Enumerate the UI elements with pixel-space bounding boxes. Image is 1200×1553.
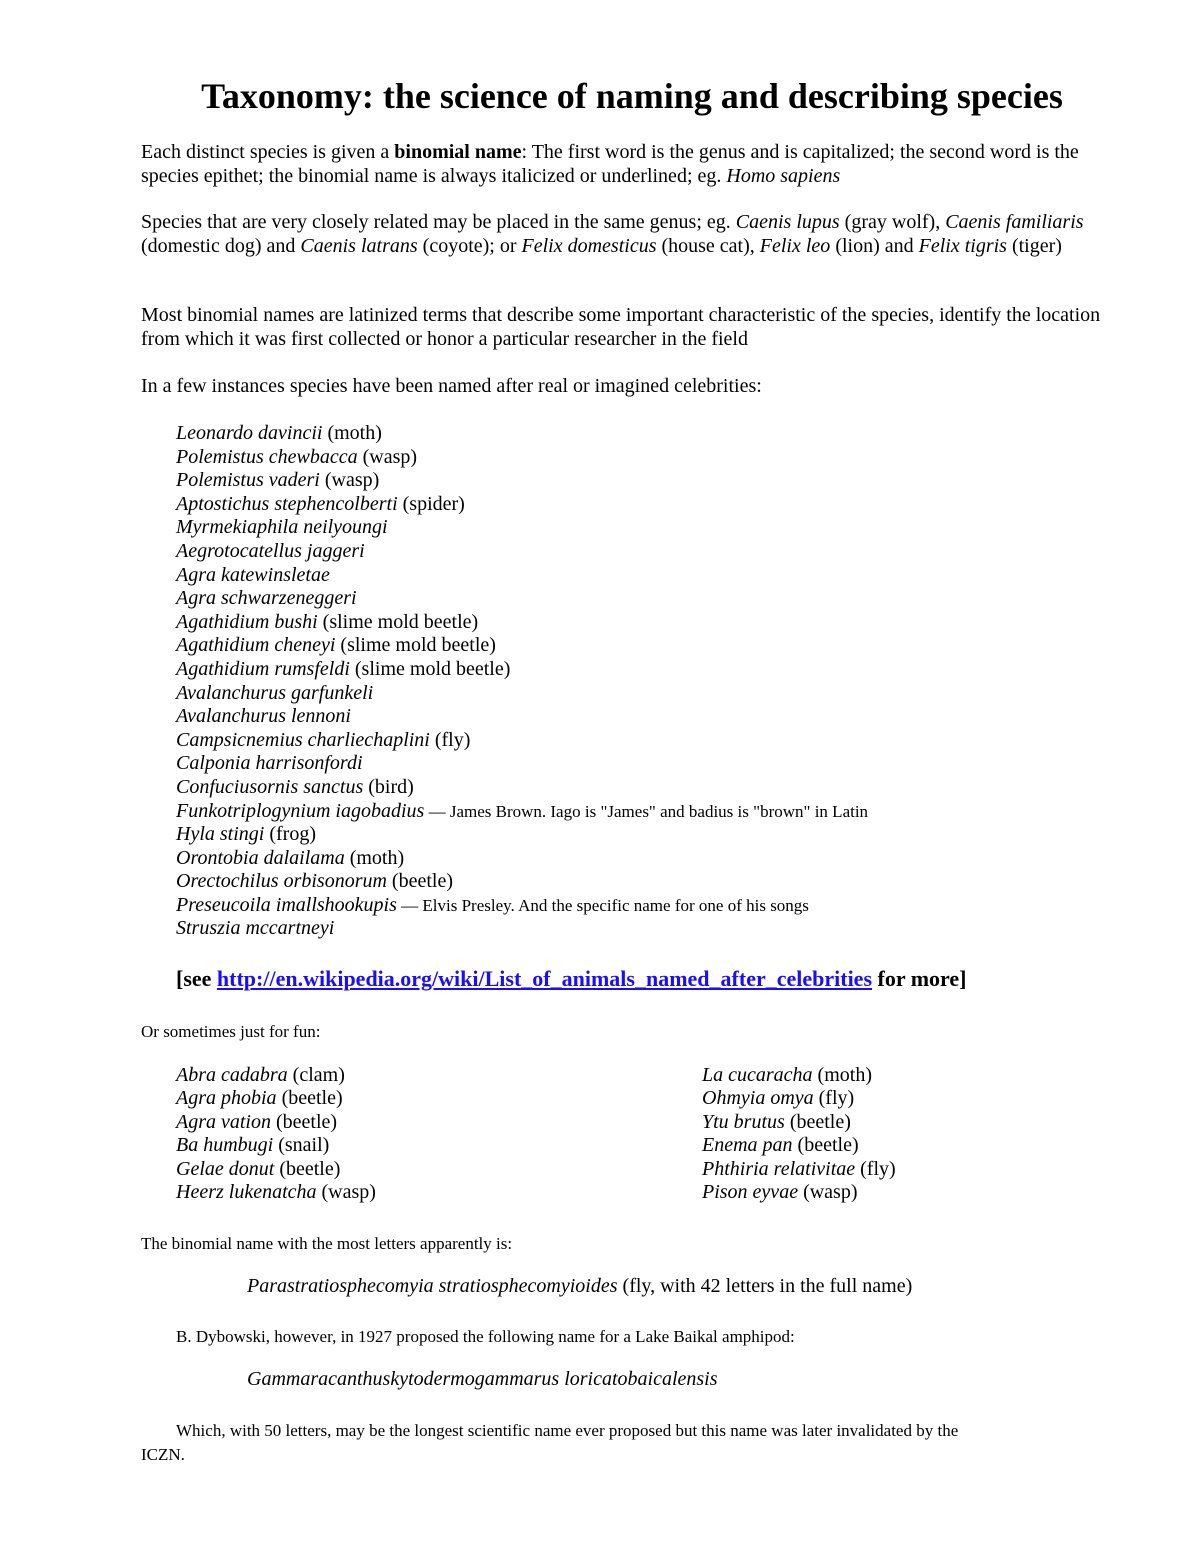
p1-text-b: : The first word is the genus and is capitalized; the second word is the species epithet; the binomial name is always italicized or underlined; eg. bbox=[141, 141, 1079, 187]
species-name: Campsicnemius charliechaplini bbox=[176, 728, 430, 751]
species-name: Leonardo davincii bbox=[176, 422, 323, 444]
species-name: Calponia harrisonfordi bbox=[176, 752, 363, 775]
species-note: (wasp) bbox=[316, 1180, 376, 1203]
p2-text: Species that are very closely related may be placed in the same genus; eg. bbox=[141, 211, 736, 233]
species-name: Polemistus chewbacca bbox=[176, 445, 358, 468]
celebrity-species-list bbox=[176, 422, 868, 941]
fun-species-right-column bbox=[702, 1064, 896, 1204]
species-name: Polemistus vaderi bbox=[176, 469, 320, 492]
dybowski-paragraph: B. Dybowski, however, in 1927 proposed the following name for a Lake Baikal amphipod: bbox=[176, 1327, 795, 1346]
species-note: (beetle) bbox=[271, 1110, 338, 1133]
example-name: Homo sapiens bbox=[726, 164, 841, 187]
see-close: for more] bbox=[872, 966, 967, 991]
species-name: Aegrotocatellus jaggeri bbox=[176, 539, 365, 562]
celebrities-intro: In a few instances species have been named after real or imagined celebrities: bbox=[141, 375, 762, 397]
species-name: Agra schwarzeneggeri bbox=[176, 587, 357, 610]
species-name: Avalanchurus garfunkeli bbox=[176, 681, 374, 704]
species-name: Caenis familiaris bbox=[945, 211, 1084, 233]
latinized-paragraph: Most binomial names are latinized terms that describe some important characteristic of the species, identify the location from which it was first collected or honor a particular researcher in the field bbox=[141, 304, 1101, 350]
species-name: La cucaracha bbox=[702, 1064, 813, 1086]
fun-intro: Or sometimes just for fun: bbox=[141, 1022, 321, 1041]
species-note: (slime mold beetle) bbox=[349, 657, 511, 680]
species-name: Agra katewinsletae bbox=[176, 563, 330, 586]
p2-text: (gray wolf), bbox=[839, 211, 946, 233]
species-name: Enema pan bbox=[702, 1134, 793, 1157]
species-name: Orontobia dalailama bbox=[176, 846, 345, 869]
species-name: Pison eyvae bbox=[702, 1180, 799, 1203]
species-name: Hyla stingi bbox=[176, 823, 265, 846]
species-row bbox=[176, 776, 868, 800]
p2-text: (tiger) bbox=[1006, 234, 1062, 257]
species-note: (moth) bbox=[812, 1064, 872, 1086]
species-row bbox=[176, 493, 868, 517]
species-row bbox=[176, 422, 868, 446]
species-name: Felix leo bbox=[759, 234, 831, 257]
species-name: Ytu brutus bbox=[702, 1110, 785, 1133]
species-row bbox=[702, 1111, 896, 1134]
species-note: (beetle) bbox=[386, 870, 453, 893]
species-row bbox=[176, 658, 868, 682]
species-row bbox=[176, 1158, 376, 1181]
species-row bbox=[176, 446, 868, 470]
species-name: Agathidium cheneyi bbox=[176, 634, 336, 657]
species-note: (snail) bbox=[273, 1134, 330, 1157]
p2-text: (coyote); or bbox=[417, 234, 522, 257]
species-row bbox=[702, 1064, 896, 1087]
species-row bbox=[176, 705, 868, 729]
species-name: Phthiria relativitae bbox=[702, 1157, 856, 1180]
species-note: (beetle) bbox=[276, 1087, 343, 1110]
species-name: Agra vation bbox=[176, 1110, 271, 1133]
amphipod-name-line bbox=[247, 1368, 718, 1391]
species-name: Agathidium rumsfeldi bbox=[176, 657, 350, 680]
species-row bbox=[176, 634, 868, 658]
species-row bbox=[176, 1134, 376, 1157]
species-row bbox=[702, 1158, 896, 1181]
species-row bbox=[176, 894, 868, 918]
species-row bbox=[176, 516, 868, 540]
species-row bbox=[176, 729, 868, 753]
species-row bbox=[176, 587, 868, 611]
species-name: Struszia mccartneyi bbox=[176, 917, 335, 940]
species-note: (slime mold beetle) bbox=[317, 610, 479, 633]
species-row bbox=[702, 1087, 896, 1110]
species-name: Funkotriplogynium iagobadius bbox=[176, 799, 425, 822]
species-name: Abra cadabra bbox=[176, 1064, 288, 1086]
species-row bbox=[702, 1181, 896, 1204]
species-row bbox=[176, 823, 868, 847]
species-annotation: — James Brown. Iago is "James" and badius is "brown" in Latin bbox=[424, 801, 869, 821]
species-note: (clam) bbox=[287, 1064, 345, 1086]
species-name: Myrmekiaphila neilyoungi bbox=[176, 516, 388, 539]
longest-note: (fly, with 42 letters in the full name) bbox=[617, 1275, 913, 1297]
species-row bbox=[176, 682, 868, 706]
species-note: (slime mold beetle) bbox=[335, 634, 496, 657]
species-name: Felix domesticus bbox=[521, 234, 657, 257]
species-row bbox=[176, 917, 868, 941]
species-note: (fly) bbox=[855, 1157, 896, 1180]
species-note: (wasp) bbox=[319, 469, 380, 492]
species-row bbox=[176, 1181, 376, 1204]
species-note: (wasp) bbox=[357, 445, 418, 468]
species-name: Felix tigris bbox=[918, 234, 1007, 257]
species-name: Preseucoila imallshookupis bbox=[176, 893, 397, 916]
amphipod-name: Gammaracanthuskytodermogammarus loricatobaicalensis bbox=[247, 1368, 718, 1390]
species-note: (beetle) bbox=[792, 1134, 859, 1157]
species-note: (fly) bbox=[429, 728, 471, 751]
species-note: (bird) bbox=[363, 775, 414, 798]
species-note: (fly) bbox=[813, 1087, 855, 1110]
see-open: [see bbox=[176, 966, 217, 991]
species-name: Agra phobia bbox=[176, 1087, 277, 1110]
species-row bbox=[176, 1087, 376, 1110]
genus-paragraph bbox=[141, 211, 1131, 258]
species-row bbox=[176, 611, 868, 635]
fun-species-left-column bbox=[176, 1064, 376, 1204]
species-name: Gelae donut bbox=[176, 1157, 275, 1180]
species-name: Avalanchurus lennoni bbox=[176, 705, 351, 728]
binomial-term: binomial name bbox=[394, 141, 522, 163]
species-note: (moth) bbox=[344, 846, 405, 869]
wikipedia-reference bbox=[176, 966, 967, 992]
species-note: (frog) bbox=[264, 823, 316, 846]
species-row bbox=[176, 564, 868, 588]
species-name: Heerz lukenatcha bbox=[176, 1180, 317, 1203]
species-name: Agathidium bushi bbox=[176, 610, 318, 633]
species-name: Confuciusornis sanctus bbox=[176, 775, 364, 798]
wikipedia-link[interactable]: http://en.wikipedia.org/wiki/List_of_animals_named_after_celebrities bbox=[216, 966, 873, 991]
page-title: Taxonomy: the science of naming and describing species bbox=[201, 76, 1063, 116]
species-name: Caenis latrans bbox=[300, 234, 418, 257]
species-name: Orectochilus orbisonorum bbox=[176, 870, 387, 893]
final-paragraph-line1: Which, with 50 letters, may be the longest scientific name ever proposed but this name was later invalidated by the bbox=[176, 1421, 959, 1440]
longest-name-line bbox=[247, 1275, 912, 1298]
p2-text: (lion) and bbox=[830, 234, 919, 257]
species-name: Aptostichus stephencolberti bbox=[176, 492, 398, 515]
species-row bbox=[176, 469, 868, 493]
longest-species-name: Parastratiosphecomyia stratiosphecomyioides bbox=[247, 1275, 618, 1297]
species-row bbox=[176, 1064, 376, 1087]
species-name: Caenis lupus bbox=[735, 211, 840, 233]
final-paragraph-line2: ICZN. bbox=[141, 1445, 185, 1464]
species-row bbox=[176, 800, 868, 824]
species-row bbox=[176, 540, 868, 564]
species-row bbox=[702, 1134, 896, 1157]
binomial-paragraph bbox=[141, 141, 1131, 188]
species-name: Ba humbugi bbox=[176, 1134, 274, 1157]
p1-text-a: Each distinct species is given a bbox=[141, 141, 395, 163]
p2-text: (domestic dog) and bbox=[141, 234, 301, 257]
longest-intro: The binomial name with the most letters apparently is: bbox=[141, 1234, 513, 1253]
p2-text: (house cat), bbox=[656, 234, 760, 257]
species-row bbox=[176, 1111, 376, 1134]
species-annotation: — Elvis Presley. And the specific name for one of his songs bbox=[396, 895, 809, 915]
species-name: Ohmyia omya bbox=[702, 1087, 814, 1110]
species-row bbox=[176, 870, 868, 894]
species-row bbox=[176, 752, 868, 776]
species-note: (spider) bbox=[397, 492, 465, 515]
species-note: (moth) bbox=[322, 422, 382, 444]
species-note: (beetle) bbox=[274, 1157, 341, 1180]
species-note: (beetle) bbox=[784, 1110, 851, 1133]
species-row bbox=[176, 847, 868, 871]
species-note: (wasp) bbox=[798, 1180, 858, 1203]
